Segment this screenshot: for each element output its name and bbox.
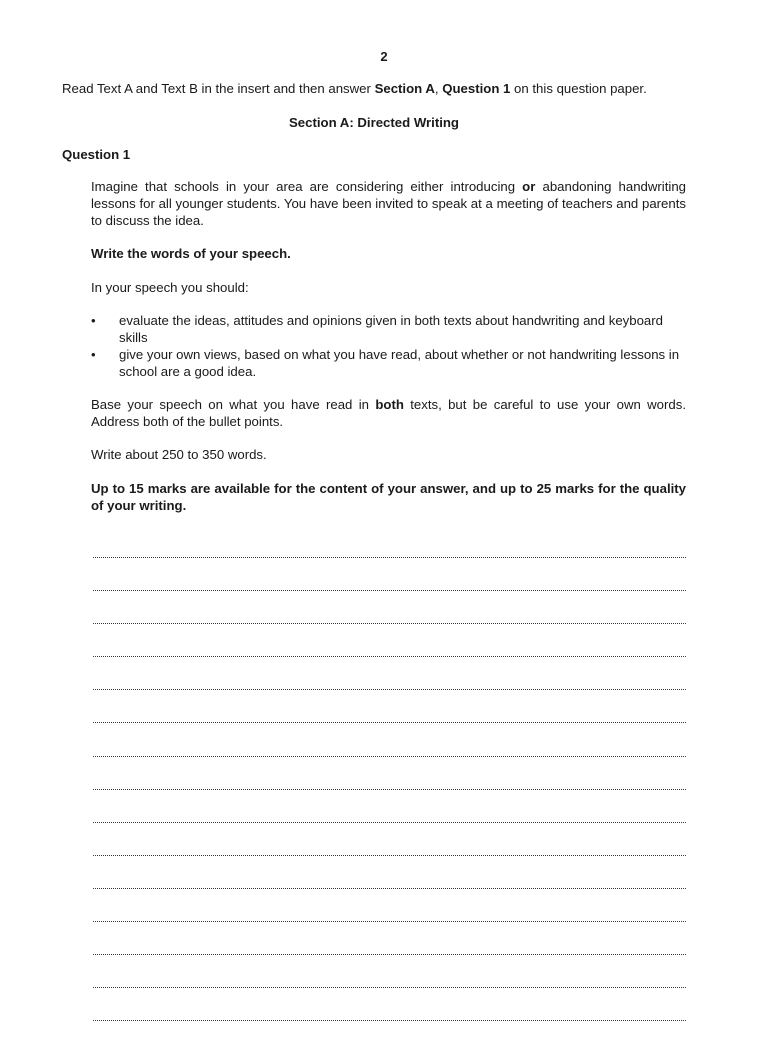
page-number: 2	[380, 49, 388, 64]
section-title: Section A: Directed Writing	[289, 115, 459, 130]
prompt-text-part: abandoning handwriting lessons for all younger students. You have been invited to speak at a meeting of teachers and parents to discuss the idea.	[91, 179, 686, 228]
lead-in-text: In your speech you should:	[91, 280, 249, 295]
answer-line[interactable]	[93, 611, 686, 644]
instruction-text-part: on this question paper.	[510, 81, 647, 96]
answer-line[interactable]	[93, 876, 686, 909]
bullet-list	[91, 312, 686, 380]
instruction-text-part: ,	[434, 81, 443, 96]
answer-line[interactable]	[93, 578, 686, 611]
bullet-icon: •	[91, 313, 96, 328]
answer-line[interactable]	[93, 942, 686, 975]
answer-line[interactable]	[93, 545, 686, 578]
prompt-text-part: Imagine that schools in your area are considering either introducing	[91, 179, 523, 194]
answer-line[interactable]	[93, 777, 686, 810]
answer-line[interactable]	[93, 1008, 686, 1041]
bullet-item	[91, 312, 686, 346]
answer-line[interactable]	[93, 843, 686, 876]
base-emphasis: both	[375, 397, 404, 412]
answer-line[interactable]	[93, 909, 686, 942]
section-reference: Section A	[374, 81, 435, 96]
question-reference: Question 1	[442, 81, 511, 96]
question-label: Question 1	[62, 147, 131, 162]
answer-line[interactable]	[93, 975, 686, 1008]
task-instruction: Write the words of your speech.	[91, 246, 291, 261]
base-text-part: Base your speech on what you have read in	[91, 397, 376, 412]
prompt-emphasis: or	[522, 179, 536, 194]
marks-statement: Up to 15 marks are available for the content of your answer, and up to 25 marks for the quality of your writing.	[91, 481, 686, 513]
answer-area[interactable]	[93, 545, 686, 1041]
answer-line[interactable]	[93, 810, 686, 843]
answer-line[interactable]	[93, 677, 686, 710]
base-text-part: texts, but be careful to use your own words. Address both of the bullet points.	[91, 397, 686, 429]
base-instruction	[91, 396, 686, 430]
answer-line[interactable]	[93, 744, 686, 777]
question-prompt	[91, 178, 686, 229]
bullet-item	[91, 346, 686, 380]
instruction-text-part: Read Text A and Text B in the insert and then answer	[62, 81, 375, 96]
bullet-icon: •	[91, 347, 96, 362]
word-count-instruction: Write about 250 to 350 words.	[91, 447, 267, 462]
answer-line[interactable]	[93, 710, 686, 743]
answer-line[interactable]	[93, 644, 686, 677]
bullet-text: evaluate the ideas, attitudes and opinions given in both texts about handwriting and keyboard skills	[119, 313, 663, 345]
bullet-text: give your own views, based on what you have read, about whether or not handwriting lessons in school are a good idea.	[119, 347, 680, 379]
instruction-text	[62, 80, 722, 97]
